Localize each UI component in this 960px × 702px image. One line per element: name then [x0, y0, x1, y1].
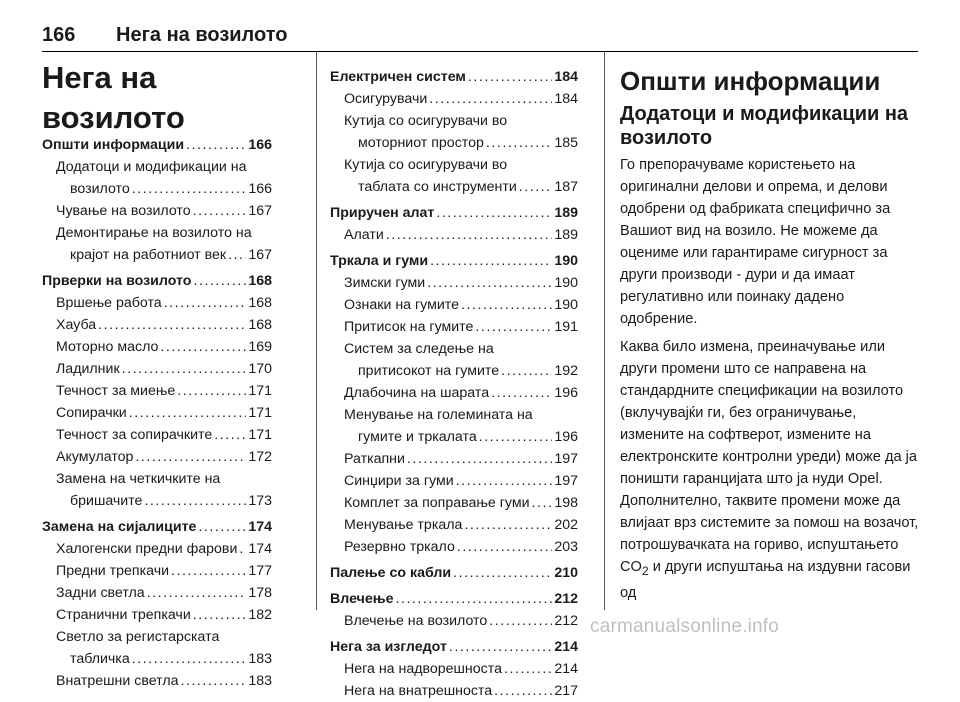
toc-entry[interactable] [330, 492, 578, 514]
toc-entry-title: Ладилник [56, 361, 120, 377]
toc-section-entry[interactable] [330, 562, 578, 584]
toc-leader-dots [468, 66, 552, 88]
toc-page-number: 197 [554, 473, 578, 489]
toc-entry-title: Акумулатор [56, 449, 134, 465]
toc-entry-title: Додатоци и модификации на [56, 159, 247, 175]
toc-entry-title: Влечење на возилото [344, 613, 488, 629]
toc-entry[interactable] [42, 380, 272, 402]
toc-entry-title: таблата со инструменти [358, 179, 517, 195]
toc-leader-dots [180, 670, 246, 692]
toc-page-number: 192 [554, 363, 578, 379]
toc-entry-title: Нега на внатрешноста [344, 683, 493, 699]
toc-leader-dots [132, 178, 247, 200]
toc-entry[interactable] [42, 222, 272, 244]
toc-page-number: 178 [248, 585, 272, 601]
toc-page-number: 183 [248, 651, 272, 667]
toc-page-number: 177 [248, 563, 272, 579]
toc-page-number: 167 [248, 247, 272, 263]
toc-entry-title: Менување тркала [344, 517, 463, 533]
paragraph-text: Каква било измена, преиначување или други промени што се направена на стандардните спецификации на возилото (вклучувајќи ги, без ограничување, измените на софтверот, измените на електронските контролни уреди) може да ја поништи гаранцијата што ја нуди Opel. Дополнително, таквите промени може да влијаат врз системите за помош на возачот, потрошувачката на гориво, испуштањето CO [620, 339, 919, 575]
toc-leader-dots [464, 514, 552, 536]
toc-leader-dots [501, 360, 552, 382]
toc-entry[interactable] [330, 382, 578, 404]
toc-entry[interactable] [330, 132, 578, 154]
toc-leader-dots [504, 658, 552, 680]
toc-entry-title: Електричен систем [330, 69, 466, 85]
toc-entry-title: Раткапни [344, 451, 405, 467]
toc-leader-dots [132, 648, 247, 670]
toc-page-number: 191 [554, 319, 578, 335]
content-column [620, 58, 920, 610]
toc-leader-dots [198, 516, 246, 538]
toc-entry[interactable] [330, 658, 578, 680]
toc-leader-dots [532, 492, 553, 514]
toc-entry-title: табличка [70, 651, 130, 667]
toc-entry-title: гумите и тркалата [358, 429, 477, 445]
toc-entry[interactable] [42, 446, 272, 468]
toc-leader-dots [129, 402, 247, 424]
toc-page-number: 212 [554, 591, 578, 607]
toc-entry-title: Систем за следење на [344, 341, 494, 357]
toc-leader-dots [160, 336, 246, 358]
toc-page-number: 171 [248, 427, 272, 443]
toc-leader-dots [486, 132, 552, 154]
toc-entry[interactable] [330, 176, 578, 198]
toc-entry-title: Притисок на гумите [344, 319, 474, 335]
toc-entry-title: Демонтирање на возилото на [56, 225, 252, 241]
toc-page-number: 172 [248, 449, 272, 465]
toc-section-entry[interactable] [330, 636, 578, 658]
subscript: 2 [641, 563, 649, 578]
toc-entry-title: притисокот на гумите [358, 363, 500, 379]
toc-leader-dots [429, 88, 552, 110]
toc-page-number: 169 [248, 339, 272, 355]
toc-page-number: 168 [248, 273, 272, 289]
toc-page-number: 184 [554, 69, 578, 85]
toc-leader-dots [239, 538, 246, 560]
toc-page-number: 202 [554, 517, 578, 533]
toc-section-entry[interactable] [330, 250, 578, 272]
paragraph-text: и други испуштања на издувни гасови од [620, 559, 911, 601]
toc-entry[interactable] [330, 316, 578, 338]
toc-entry-title: Светло за регистарската [56, 629, 220, 645]
toc-leader-dots [164, 292, 247, 314]
toc-leader-dots [456, 470, 553, 492]
toc-entry-title: Нега на надворешноста [344, 661, 502, 677]
toc-page-number: 198 [554, 495, 578, 511]
toc-page-number: 167 [248, 203, 272, 219]
toc-entry-title: Приручен алат [330, 205, 435, 221]
toc-entry-title: Внатрешни светла [56, 673, 179, 689]
toc-leader-dots [475, 316, 552, 338]
toc-leader-dots [171, 560, 246, 582]
toc-entry[interactable] [330, 294, 578, 316]
toc-entry[interactable] [330, 610, 578, 632]
toc-entry-title: бришачите [70, 493, 143, 509]
toc-leader-dots [407, 448, 552, 470]
toc-entry-title: Течност за миење [56, 383, 176, 399]
toc-entry-title: Странични трепкачи [56, 607, 191, 623]
header-rule [42, 51, 918, 52]
toc-entry[interactable] [42, 292, 272, 314]
toc-page-number: 166 [248, 181, 272, 197]
toc-entry-title: Задни светла [56, 585, 145, 601]
toc-section-entry[interactable] [330, 588, 578, 610]
toc-leader-dots [436, 202, 552, 224]
toc-entry-title: Халогенски предни фарови [56, 541, 238, 557]
toc-entry[interactable] [330, 680, 578, 702]
toc-page-number: 190 [554, 253, 578, 269]
toc-page-number: 170 [248, 361, 272, 377]
toc-page-number: 168 [248, 317, 272, 333]
toc-entry-title: Резервно тркало [344, 539, 455, 555]
toc-column-1 [42, 58, 272, 692]
toc-entry[interactable] [330, 224, 578, 246]
toc-page-number: 174 [248, 519, 272, 535]
toc-page-number: 182 [248, 607, 272, 623]
toc-entry-title: Прверки на возилото [42, 273, 192, 289]
toc-leader-dots [228, 244, 246, 266]
toc-leader-dots [144, 490, 246, 512]
toc-entry-title: Нега за изгледот [330, 639, 447, 655]
toc-entry[interactable] [42, 560, 272, 582]
toc-page-number: 210 [554, 565, 578, 581]
toc-entry[interactable] [42, 670, 272, 692]
toc-leader-dots [193, 270, 246, 292]
toc-entry-title: Чување на возилото [56, 203, 191, 219]
toc-section-entry[interactable] [42, 270, 272, 292]
toc-leader-dots [453, 562, 552, 584]
toc-entry[interactable] [42, 178, 272, 200]
toc-leader-dots [519, 176, 553, 198]
toc-entry-title: Синџири за гуми [344, 473, 454, 489]
toc-section-entry[interactable] [42, 134, 272, 156]
toc-page-number: 196 [554, 385, 578, 401]
toc-entry[interactable] [42, 314, 272, 336]
toc-page-number: 196 [554, 429, 578, 445]
toc-leader-dots [386, 224, 553, 246]
toc-page-number: 171 [248, 405, 272, 421]
toc-entry[interactable] [42, 538, 272, 560]
toc-entry-title: Комплет за поправање гуми [344, 495, 530, 511]
toc-page-number: 190 [554, 275, 578, 291]
page-number: 166 [42, 24, 76, 46]
toc-page-number: 173 [248, 493, 272, 509]
toc-page-number: 214 [554, 639, 578, 655]
toc-entry-title: Хауба [56, 317, 97, 333]
toc-entry-title: моторниот простор [358, 135, 484, 151]
toc-entry[interactable] [42, 626, 272, 648]
toc-section-entry[interactable] [330, 66, 578, 88]
toc-entry-title: Ознаки на гумите [344, 297, 460, 313]
toc-entry-title: Длабочина на шарата [344, 385, 490, 401]
toc-page-number: 212 [554, 613, 578, 629]
toc-entry[interactable] [330, 514, 578, 536]
toc-leader-dots [430, 250, 552, 272]
toc-entry[interactable] [42, 244, 272, 266]
toc-leader-dots [449, 636, 552, 658]
toc-leader-dots [214, 424, 246, 446]
toc-leader-dots [457, 536, 552, 558]
paragraph [620, 336, 920, 604]
toc-entry-title: Општи информации [42, 137, 185, 153]
toc-entry-title: Тркала и гуми [330, 253, 429, 269]
toc-leader-dots [193, 604, 247, 626]
toc-page-number: 187 [554, 179, 578, 195]
toc-entry-title: возилото [70, 181, 130, 197]
toc-list [42, 134, 272, 692]
chapter-title: Нега на возилото [42, 60, 185, 135]
toc-page-number: 203 [554, 539, 578, 555]
paragraph: Го препорачуваме користењето на оригинални делови и опрема, и делови одобрени од фабриката специфично за Вашиот вид на возило. Не можеме да оцениме или гарантираме сигурност за други производи - дури и да имаат регулативно или поинаку дадено одобрение. [620, 157, 891, 327]
subsection-title: Додатоци и модификации на возилото [620, 103, 909, 149]
toc-entry-title: Сопирачки [56, 405, 127, 421]
toc-list [330, 66, 578, 702]
toc-leader-dots [395, 588, 552, 610]
toc-leader-dots [491, 382, 552, 404]
toc-entry-title: Замена на сијалиците [42, 519, 197, 535]
toc-entry-title: Зимски гуми [344, 275, 426, 291]
toc-entry[interactable] [330, 338, 578, 360]
running-title: Нега на возилото [116, 24, 288, 46]
toc-page-number: 166 [248, 137, 272, 153]
toc-entry[interactable] [42, 490, 272, 512]
toc-page-number: 184 [554, 91, 578, 107]
toc-entry-title: Менување на големината на [344, 407, 533, 423]
toc-entry[interactable] [330, 88, 578, 110]
toc-entry[interactable] [42, 582, 272, 604]
toc-entry[interactable] [330, 536, 578, 558]
toc-entry[interactable] [330, 272, 578, 294]
toc-entry[interactable] [330, 404, 578, 426]
toc-leader-dots [98, 314, 246, 336]
toc-entry-title: Предни трепкачи [56, 563, 170, 579]
toc-leader-dots [147, 582, 247, 604]
toc-entry[interactable] [42, 648, 272, 670]
toc-leader-dots [122, 358, 247, 380]
toc-page-number: 189 [554, 205, 578, 221]
toc-entry-title: крајот на работниот век [70, 247, 227, 263]
toc-entry[interactable] [42, 200, 272, 222]
toc-section-entry[interactable] [42, 516, 272, 538]
toc-entry[interactable] [42, 336, 272, 358]
toc-leader-dots [461, 294, 552, 316]
column-divider-1 [316, 52, 317, 610]
toc-entry-title: Течност за сопирачките [56, 427, 213, 443]
toc-leader-dots [494, 680, 552, 702]
toc-entry-title: Осигурувачи [344, 91, 428, 107]
toc-entry[interactable] [42, 604, 272, 626]
page-header [42, 24, 918, 54]
toc-leader-dots [193, 200, 247, 222]
column-divider-2 [604, 52, 605, 610]
toc-leader-dots [186, 134, 246, 156]
toc-entry-title: Алати [344, 227, 384, 243]
toc-entry[interactable] [42, 358, 272, 380]
toc-page-number: 168 [248, 295, 272, 311]
toc-entry[interactable] [330, 110, 578, 132]
toc-page-number: 174 [248, 541, 272, 557]
toc-entry-title: Кутија со осигурувачи во [344, 113, 508, 129]
toc-leader-dots [177, 380, 246, 402]
toc-page-number: 183 [248, 673, 272, 689]
toc-entry-title: Моторно масло [56, 339, 159, 355]
toc-section-entry[interactable] [330, 202, 578, 224]
toc-page-number: 214 [554, 661, 578, 677]
toc-leader-dots [135, 446, 246, 468]
toc-page-number: 171 [248, 383, 272, 399]
toc-leader-dots [427, 272, 552, 294]
toc-entry[interactable] [42, 468, 272, 490]
toc-entry-title: Кутија со осигурувачи во [344, 157, 508, 173]
toc-column-2 [330, 66, 578, 702]
toc-leader-dots [479, 426, 553, 448]
toc-page-number: 217 [554, 683, 578, 699]
toc-page-number: 197 [554, 451, 578, 467]
toc-entry[interactable] [330, 360, 578, 382]
toc-leader-dots [489, 610, 552, 632]
toc-page-number: 189 [554, 227, 578, 243]
toc-page-number: 185 [554, 135, 578, 151]
toc-page-number: 190 [554, 297, 578, 313]
toc-entry[interactable] [330, 470, 578, 492]
toc-entry[interactable] [330, 448, 578, 470]
toc-entry-title: Влечење [330, 591, 394, 607]
watermark: carmanualsonline.info [590, 616, 780, 637]
section-title: Општи информации [620, 66, 881, 96]
toc-entry[interactable] [42, 402, 272, 424]
toc-entry-title: Замена на четкичките на [56, 471, 221, 487]
toc-entry-title: Палење со кабли [330, 565, 452, 581]
toc-entry[interactable] [42, 424, 272, 446]
toc-entry[interactable] [330, 426, 578, 448]
toc-entry[interactable] [330, 154, 578, 176]
toc-entry[interactable] [42, 156, 272, 178]
toc-entry-title: Вршење работа [56, 295, 162, 311]
